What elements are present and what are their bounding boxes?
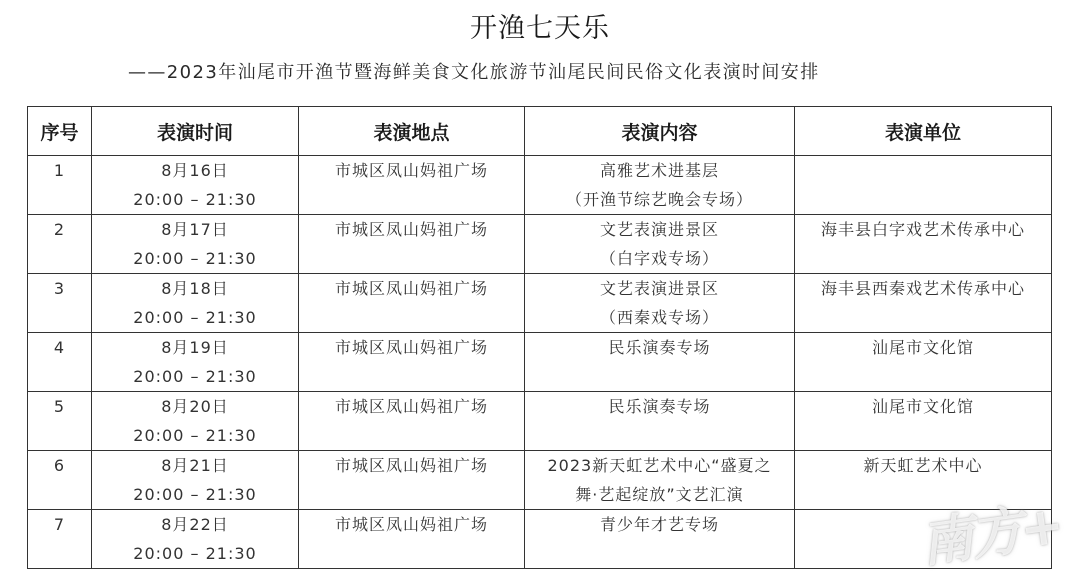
cell-hours: 20:00 – 21:30	[133, 426, 257, 445]
table-row	[28, 451, 1052, 510]
cell-number: 4	[28, 333, 92, 392]
cell-time	[92, 392, 299, 451]
cell-place: 市城区凤山妈祖广场	[299, 451, 525, 510]
cell-hours: 20:00 – 21:30	[133, 485, 257, 504]
cell-content-line1: 2023新天虹艺术中心“盛夏之	[547, 456, 772, 475]
table-header-row	[28, 107, 1052, 156]
cell-content-line1: 民乐演奏专场	[608, 397, 711, 416]
cell-place: 市城区凤山妈祖广场	[299, 333, 525, 392]
table-row	[28, 274, 1052, 333]
cell-content-line1: 文艺表演进景区	[599, 220, 719, 239]
cell-number: 5	[28, 392, 92, 451]
cell-content-line1: 文艺表演进景区	[599, 279, 719, 298]
table-row	[28, 333, 1052, 392]
cell-place: 市城区凤山妈祖广场	[299, 215, 525, 274]
cell-unit: 海丰县西秦戏艺术传承中心	[795, 274, 1052, 333]
cell-content-line1: 青少年才艺专场	[599, 515, 719, 534]
cell-content	[525, 215, 795, 274]
header-time: 表演时间	[92, 107, 299, 156]
cell-hours: 20:00 – 21:30	[133, 190, 257, 209]
cell-content	[525, 510, 795, 569]
cell-number: 1	[28, 156, 92, 215]
cell-place: 市城区凤山妈祖广场	[299, 274, 525, 333]
cell-content	[525, 274, 795, 333]
cell-content	[525, 333, 795, 392]
cell-date: 8月17日	[161, 220, 229, 239]
cell-content	[525, 451, 795, 510]
cell-date: 8月20日	[161, 397, 229, 416]
table-row	[28, 392, 1052, 451]
cell-hours: 20:00 – 21:30	[133, 308, 257, 327]
cell-unit: 汕尾市文化馆	[795, 392, 1052, 451]
cell-content-line1: 民乐演奏专场	[608, 338, 711, 357]
table-row	[28, 156, 1052, 215]
cell-hours: 20:00 – 21:30	[133, 249, 257, 268]
table-row	[28, 215, 1052, 274]
watermark-logo: 南方+	[917, 495, 1067, 575]
cell-number: 7	[28, 510, 92, 569]
page-title: 开渔七天乐	[470, 13, 610, 44]
cell-content	[525, 392, 795, 451]
cell-place: 市城区凤山妈祖广场	[299, 392, 525, 451]
header-unit: 表演单位	[795, 107, 1052, 156]
header-number: 序号	[28, 107, 92, 156]
cell-date: 8月16日	[161, 161, 229, 180]
header-content: 表演内容	[525, 107, 795, 156]
cell-time	[92, 510, 299, 569]
cell-time	[92, 274, 299, 333]
cell-content-line2: （西秦戏专场）	[599, 308, 719, 327]
cell-unit	[795, 156, 1052, 215]
table-row	[28, 510, 1052, 569]
cell-unit: 汕尾市文化馆	[795, 333, 1052, 392]
cell-date: 8月22日	[161, 515, 229, 534]
cell-number: 3	[28, 274, 92, 333]
cell-number: 6	[28, 451, 92, 510]
cell-time	[92, 215, 299, 274]
cell-time	[92, 451, 299, 510]
cell-content	[525, 156, 795, 215]
schedule-table	[27, 106, 1052, 569]
cell-hours: 20:00 – 21:30	[133, 544, 257, 563]
cell-content-line2: （白字戏专场）	[599, 249, 719, 268]
cell-date: 8月21日	[161, 456, 229, 475]
cell-content-line2: 舞·艺起绽放”文艺汇演	[575, 485, 744, 504]
cell-content-line2: （开渔节综艺晚会专场）	[565, 190, 753, 209]
cell-unit: 新天虹艺术中心	[795, 451, 1052, 510]
cell-number: 2	[28, 215, 92, 274]
cell-content-line1: 高雅艺术进基层	[599, 161, 719, 180]
cell-time	[92, 156, 299, 215]
page-subtitle: ——2023年汕尾市开渔节暨海鲜美食文化旅游节汕尾民间民俗文化表演时间安排	[128, 62, 820, 83]
cell-date: 8月19日	[161, 338, 229, 357]
cell-date: 8月18日	[161, 279, 229, 298]
cell-unit: 海丰县白字戏艺术传承中心	[795, 215, 1052, 274]
cell-hours: 20:00 – 21:30	[133, 367, 257, 386]
cell-place: 市城区凤山妈祖广场	[299, 510, 525, 569]
header-place: 表演地点	[299, 107, 525, 156]
cell-time	[92, 333, 299, 392]
cell-place: 市城区凤山妈祖广场	[299, 156, 525, 215]
